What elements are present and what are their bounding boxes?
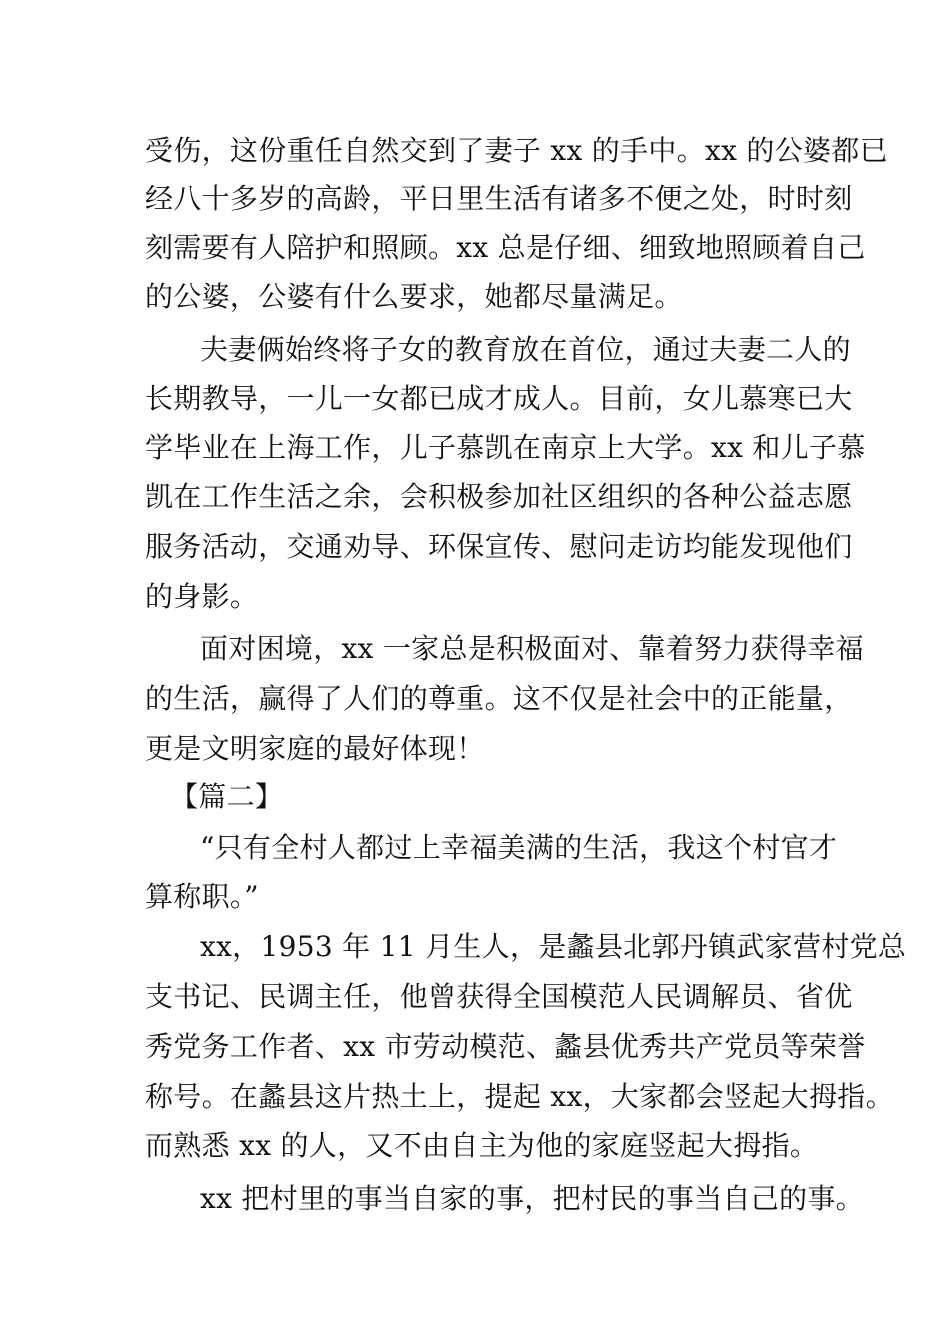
- text-line: 凯在工作生活之余，会积极参加社区组织的各种公益志愿: [145, 480, 853, 513]
- text-line: 经八十多岁的高龄，平日里生活有诸多不便之处，时时刻: [145, 182, 853, 215]
- section-heading: 【篇二】: [170, 780, 284, 813]
- text-line: 受伤，这份重任自然交到了妻子 xx 的手中。xx 的公婆都已: [145, 134, 888, 167]
- text-line: 支书记、民调主任，他曾获得全国模范人民调解员、省优: [145, 980, 853, 1013]
- paragraph-first-line: xx，1953 年 11 月生人，是蠡县北郭丹镇武家营村党总: [200, 930, 907, 963]
- paragraph-first-line: xx 把村里的事当自家的事，把村民的事当自己的事。: [200, 1182, 864, 1215]
- text-line: 而熟悉 xx 的人，又不由自主为他的家庭竖起大拇指。: [145, 1129, 819, 1162]
- quote-line: “只有全村人都过上幸福美满的生活，我这个村官才: [200, 831, 838, 864]
- text-line: 服务活动，交通劝导、环保宣传、慰问走访均能发现他们: [145, 530, 853, 563]
- paragraph-first-line: 面对困境，xx 一家总是积极面对、靠着努力获得幸福: [200, 632, 864, 665]
- text-line: 更是文明家庭的最好体现！: [145, 732, 485, 765]
- text-line: 长期教导，一儿一女都已成才成人。目前，女儿慕寒已大: [145, 382, 853, 415]
- text-line: 的身影。: [145, 580, 259, 613]
- text-line: 的生活，赢得了人们的尊重。这不仅是社会中的正能量，: [145, 682, 853, 715]
- text-line: 称号。在蠡县这片热土上，提起 xx，大家都会竖起大拇指。: [145, 1080, 894, 1113]
- text-line: 刻需要有人陪护和照顾。xx 总是仔细、细致地照顾着自己: [145, 231, 866, 264]
- text-line: 学毕业在上海工作，儿子慕凯在南京上大学。xx 和儿子慕: [145, 431, 866, 464]
- text-line: 的公婆，公婆有什么要求，她都尽量满足。: [145, 280, 683, 313]
- text-line: 秀党务工作者、xx 市劳动模范、蠡县优秀共产党员等荣誉: [145, 1030, 866, 1063]
- quote-line: 算称职。”: [145, 880, 259, 913]
- paragraph-first-line: 夫妻俩始终将子女的教育放在首位，通过夫妻二人的: [200, 333, 851, 366]
